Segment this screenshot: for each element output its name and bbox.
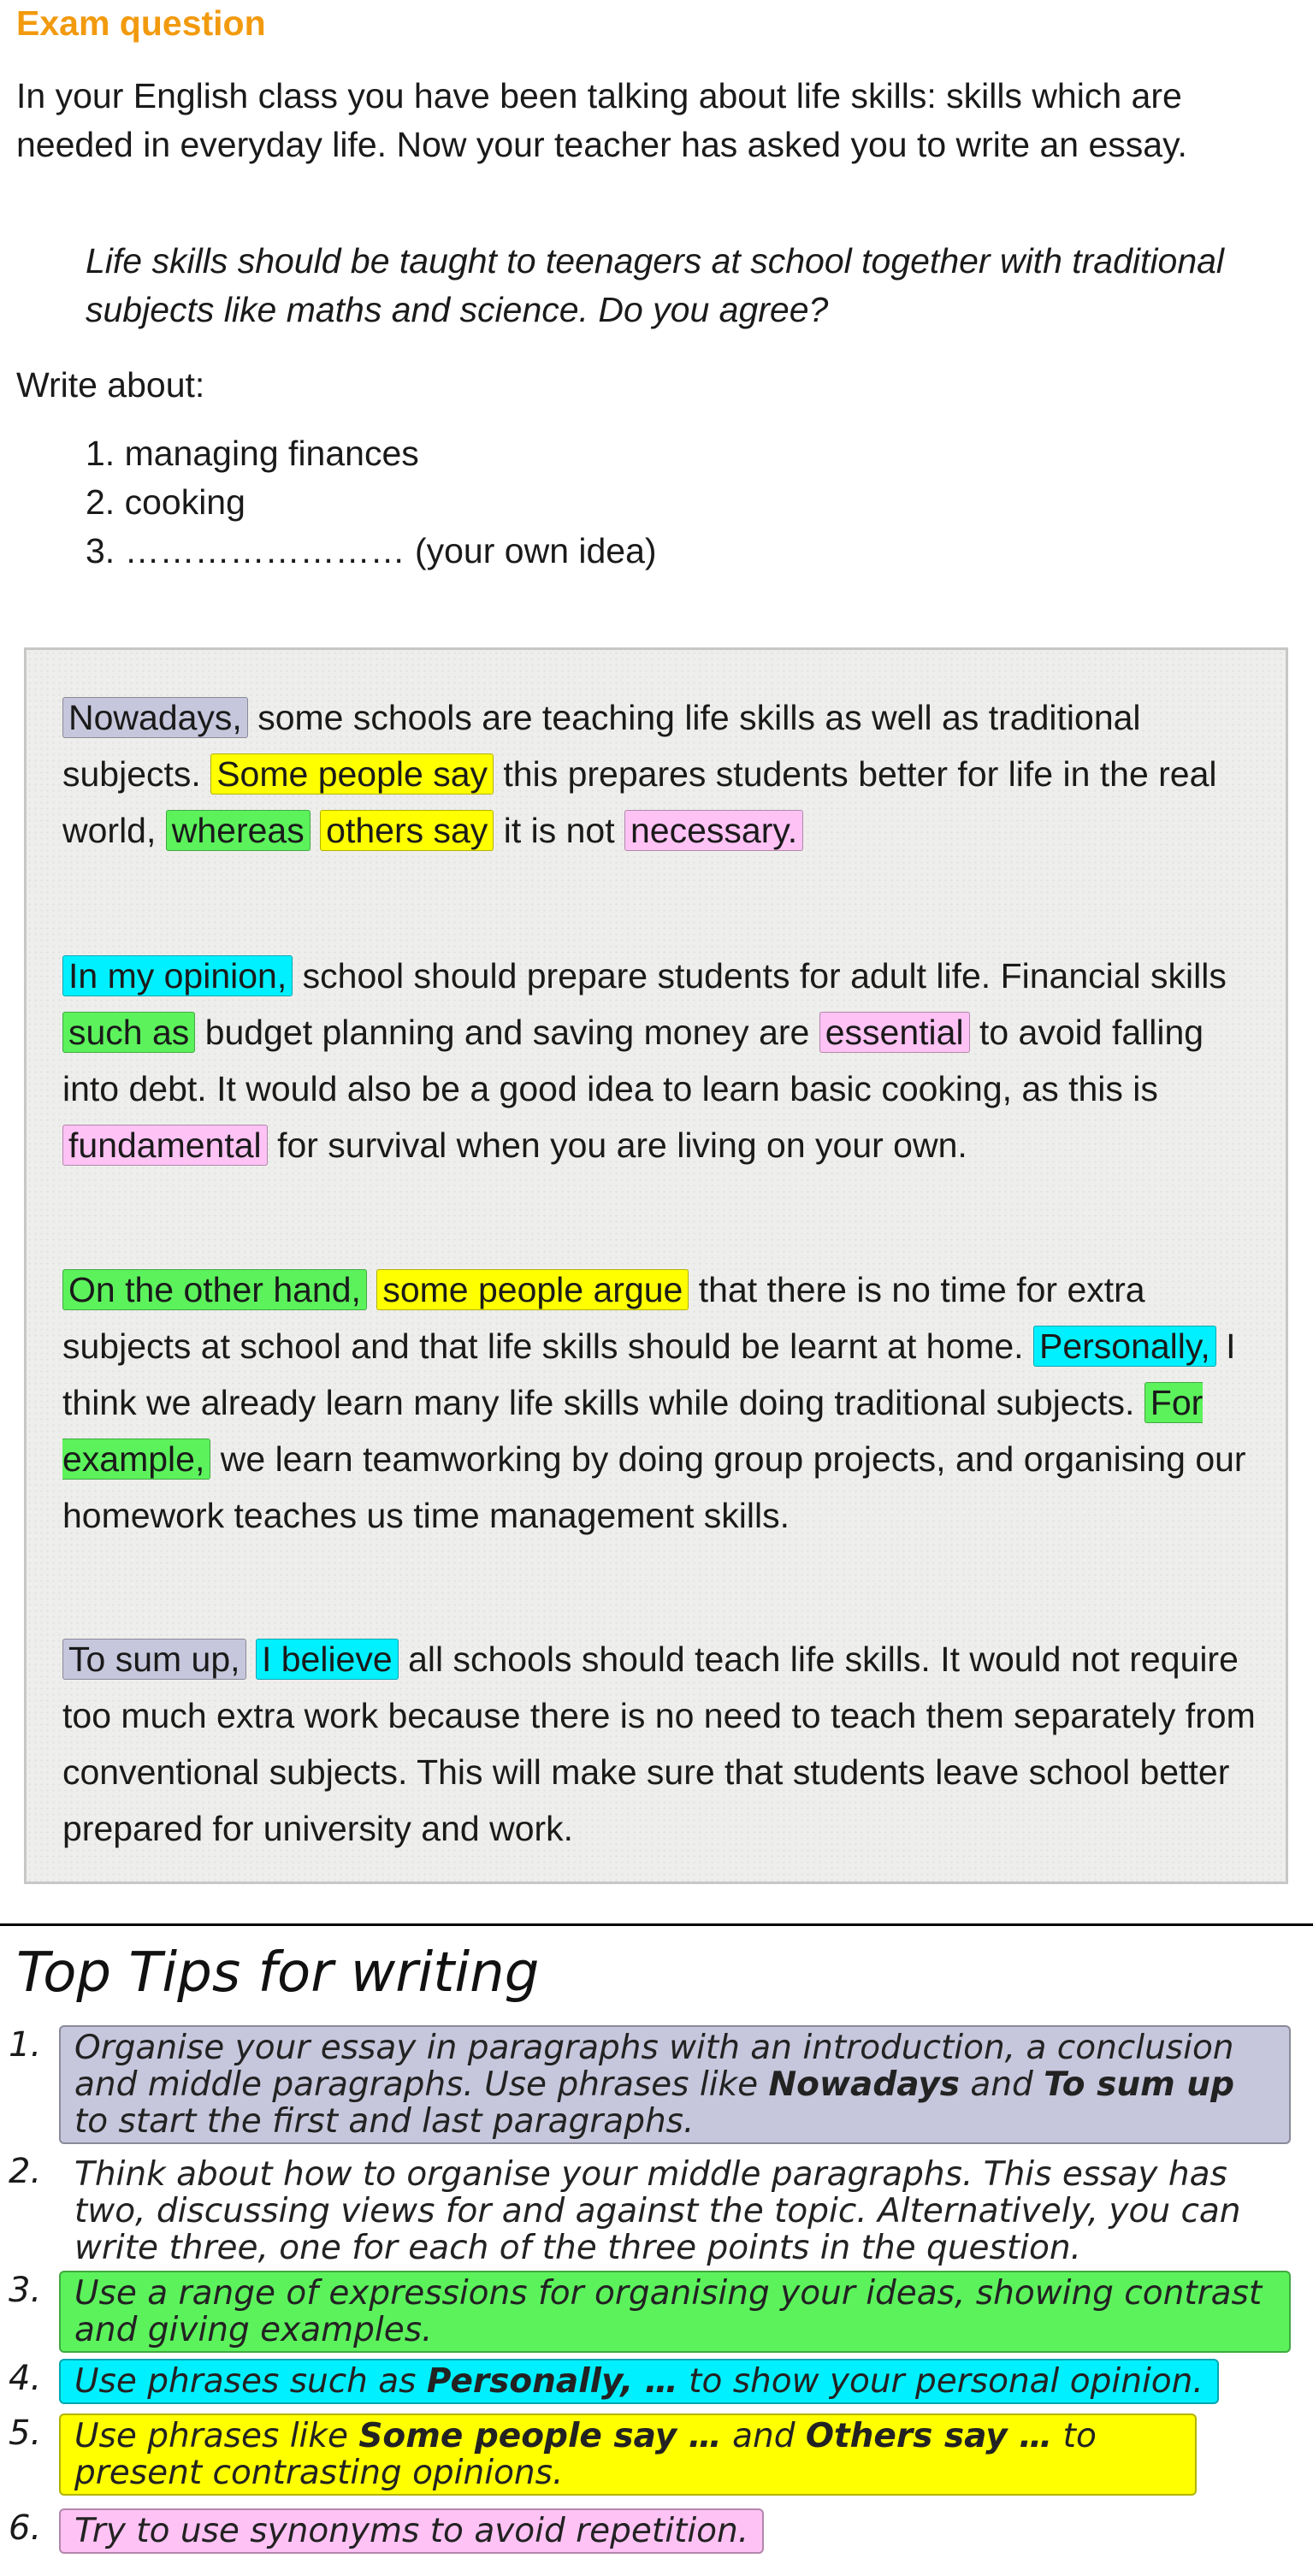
points-list [86,429,657,576]
tip-text: Use phrases such as [74,2362,427,2401]
highlight-some-people-say: Some people say [210,753,494,795]
essay-text: this prepares students better for life in the real world, [62,754,1217,850]
essay-text: we learn teamworking by doing group projects, and organising our homework teaches us time management skills. [62,1439,1246,1535]
tip-text: to start the first and last paragraphs. [74,2102,695,2141]
highlight-personally: Personally, [1033,1326,1216,1367]
essay-text: that there is no time for extra subjects at school and that life skills should be learnt at home. [62,1270,1145,1366]
tip-item-6 [59,2508,764,2554]
essay-text: all schools should teach life skills. It would not require too much extra work because there is no need to teach them separately from conventional subjects. This will make sure that students leave school better prepared for university and work. [62,1640,1256,1848]
highlight-such-as: such as [62,1012,195,1053]
highlight-some-people-argue: some people argue [376,1269,689,1310]
exam-question-heading: Exam question [16,3,266,43]
highlight-in-my-opinion: In my opinion, [62,955,293,996]
highlight-necessary: necessary. [624,810,803,851]
essay-text [311,811,320,850]
essay-text: to avoid falling into debt. It would also be a good idea to learn basic cooking, as this is [62,1013,1204,1108]
tip-text: and [721,2417,806,2455]
essay-text: some schools are teaching life skills as well as traditional subjects. [62,698,1141,794]
tip-number: 2. [9,2152,42,2191]
tip-bold: Some people say … [358,2417,722,2455]
highlight-others-say: others say [320,810,494,851]
essay-statement: Life skills should be taught to teenagers at school together with traditional subjects like maths and science. Do you agree? [86,241,1225,329]
tip-bold: Nowadays [768,2065,960,2104]
tip-item-4 [59,2359,1219,2404]
essay-text: school should prepare students for adult life. Financial skills [293,956,1227,996]
tip-text: to show your personal opinion. [677,2362,1204,2401]
essay-paragraph-1 [62,689,1269,859]
highlight-to-sum-up: To sum up, [62,1639,246,1680]
tip-bold: Others say … [805,2417,1053,2455]
highlight-fundamental: fundamental [62,1125,268,1166]
tip-text: Organise your essay in paragraphs with an introduction, a conclusion and middle paragraphs. Use phrases like [74,2029,1234,2104]
point-item: 3. …………………… (your own idea) [86,531,657,570]
essay-text: I think we already learn many life skills while doing traditional subjects. [62,1326,1236,1422]
tip-bold: Personally, … [426,2362,678,2401]
section-divider [0,1923,1313,1926]
highlight-i-believe: I believe [256,1639,399,1680]
essay-text: for survival when you are living on your own. [267,1126,967,1165]
tip-item-1 [59,2025,1291,2144]
essay-box [24,647,1288,1884]
point-item: 1. managing finances [86,434,419,473]
tip-number: 1. [9,2025,42,2065]
essay-text [367,1270,376,1309]
tip-item-3 [59,2271,1291,2353]
highlight-on-the-other-hand: On the other hand, [62,1269,367,1310]
tip-number: 3. [9,2271,42,2310]
essay-paragraph-4 [62,1631,1269,1857]
tip-text: to present contrasting opinions. [74,2417,1097,2492]
tip-text: Use a range of expressions for organising your ideas, showing contrast and giving examples. [74,2274,1263,2349]
highlight-nowadays: Nowadays, [62,697,248,738]
essay-text [246,1640,256,1679]
tip-bold: To sum up [1044,2065,1234,2104]
tip-text: Think about how to organise your middle paragraphs. This essay has two, discussing views for and against the topic. Alternatively, you can write three, one for each of the three points in the question. [74,2155,1241,2267]
tip-number: 4. [9,2359,42,2398]
tip-item-2 [59,2152,1291,2271]
tip-text: Try to use synonyms to avoid repetition. [74,2512,749,2550]
highlight-whereas: whereas [166,810,311,851]
essay-paragraph-2 [62,948,1269,1173]
exam-prompt: In your English class you have been talking about life skills: skills which are needed in everyday life. Now your teacher has asked you to write an essay. [16,76,1187,164]
tips-title: Top Tips for writing [16,1941,540,2005]
tip-item-5 [59,2414,1197,2496]
tip-text: and [960,2065,1044,2104]
highlight-essential: essential [819,1012,970,1053]
essay-paragraph-3 [62,1261,1269,1544]
essay-text: it is not [494,811,624,850]
point-item: 2. cooking [86,482,245,522]
tip-number: 6. [9,2508,42,2548]
tip-text: Use phrases like [74,2417,359,2455]
tip-number: 5. [9,2414,42,2453]
write-about-label: Write about: [16,365,205,405]
essay-text: budget planning and saving money are [195,1013,819,1052]
highlight-for-example: For example, [62,1383,1204,1479]
